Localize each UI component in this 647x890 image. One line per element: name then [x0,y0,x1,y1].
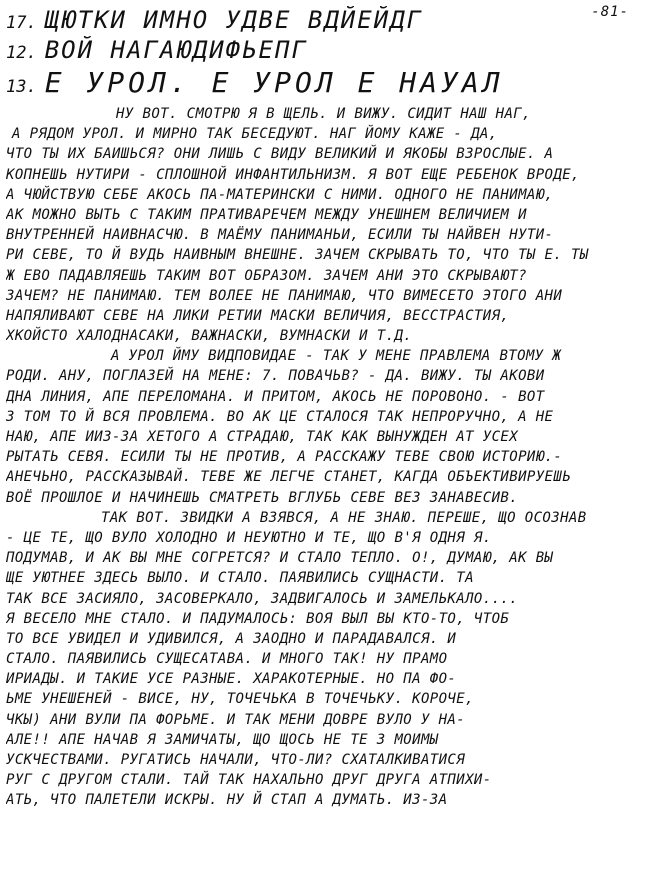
heading-text: ВОЙ НАГАЮДИФЬЕПГ [44,36,308,64]
text-line: ЧКЫ) АНИ ВУЛИ ПА ФОРЬМЕ. И ТАК МЕНИ ДОВРЕ ВУЛО У НА- [6,711,466,728]
text-line: А УРОЛ ЙМУ ВИДПОВИДАЕ - ТАК У МЕНЕ ПРАВЛЕМА ВТОМУ Ж [111,348,562,365]
text-line: ЩЕ УЮТНЕЕ ЗДЕСЬ ВЫЛО. И СТАЛО. ПАЯВИЛИСЬ СУЩНАСТИ. ТА [6,570,474,587]
text-line: РИ СЕВЕ, ТО Й ВУДЬ НАИВНЫМ ВНЕШНЕ. ЗАЧЕМ СКРЫВАТЬ ТО, ЧТО ТЫ Е. ТЫ [6,247,589,264]
text-line: АК МОЖНО ВЫТЬ С ТАКИМ ПРАТИВАРЕЧЕМ МЕЖДУ УНЕШНЕМ ВЕЛИЧИЕМ И [6,206,527,223]
text-line: РУГ С ДРУГОМ СТАЛИ. ТАЙ ТАК НАХАЛЬНО ДРУГ ДРУГА АТПИХИ- [6,772,492,789]
page-number: -81- [591,4,629,20]
heading-number: 12. [6,43,37,63]
heading-number: 13. [6,77,37,96]
heading-12 [6,36,633,66]
text-line: ТАК ВСЕ ЗАСИЯЛО, ЗАСОВЕРКАЛО, ЗАДВИГАЛОСЬ И ЗАМЕЛЬКАЛО.... [6,590,519,607]
text-line: ЧТО ТЫ ИХ БАИШЬСЯ? ОНИ ЛИШЬ С ВИДУ ВЕЛИКИЙ И ЯКОБЫ ВЗРОСЛЫЕ. А [6,146,554,163]
text-line: РОДИ. АНУ, ПОГЛАЗЕЙ НА МЕНЕ: 7. ПОВАЧЬВ? - ДА. ВИЖУ. ТЫ АКОВИ [6,368,545,385]
text-line: НУ ВОТ. СМОТРЮ Я В ЩЕЛЬ. И ВИЖУ. СИДИТ НАШ НАГ, [116,106,531,122]
text-line: РЫТАТЬ СЕВЯ. ЕСИЛИ ТЫ НЕ ПРОТИВ, А РАССКАЖУ ТЕВЕ СВОЮ ИСТОРИЮ.- [6,449,563,466]
heading-number: 17. [6,13,37,33]
heading-text: Е УРОЛ. Е УРОЛ Е НАУАЛ [44,66,504,96]
text-line: А РЯДОМ УРОЛ. И МИРНО ТАК БЕСЕДУЮТ. НАГ ЙОМУ КАЖЕ - ДА, [12,126,498,143]
text-line: Ж ЕВО ПАДАВЛЯЕШЬ ТАКИМ ВОТ ОБРАЗОМ. ЗАЧЕМ АНИ ЭТО СКРЫВАЮТ? [6,267,527,284]
text-line: НАЮ, АПЕ ИИЗ-ЗА ХЕТОГО А СТРАДАЮ, ТАК КАК ВЫНУЖДЕН АТ УСЕХ [6,429,519,445]
text-line: ВНУТРЕННЕЙ НАИВНАСЧЮ. В МАЁМУ ПАНИМАНЬИ, ЕСИЛИ ТЫ НАЙВЕН НУТИ- [6,227,554,244]
text-line: НАПЯЛИВАЮТ СЕВЕ НА ЛИКИ РЕТИИ МАСКИ ВЕЛИЧИЯ, ВЕССТРАСТИЯ, [6,307,510,324]
text-line: СТАЛО. ПАЯВИЛИСЬ СУЩЕСАТАВА. И МНОГО ТАК! НУ ПРАМО [6,651,448,668]
text-line: ТО ВСЕ УВИДЕЛ И УДИВИЛСЯ, А ЗАОДНО И ПАРАДАВАЛСЯ. И [6,630,457,647]
text-line: А ЧЮЙСТВУЮ СЕБЕ АКОСЬ ПА-МАТЕРИНСКИ С НИМИ. ОДНОГО НЕ ПАНИМАЮ, [6,186,554,203]
text-line: ВОЁ ПРОШЛОЕ И НАЧИНЕШЬ СМАТРЕТЬ ВГЛУБЬ СЕВЕ ВЕЗ ЗАНАВЕСИВ. [6,489,519,506]
text-line: - ЦЕ ТЕ, ЩО ВУЛО ХОЛОДНО И НЕУЮТНО И ТЕ, ЩО В'Я ОДНЯ Я. [6,529,492,546]
heading-13 [6,66,633,96]
text-line: 3 ТОМ ТО Й ВСЯ ПРОВЛЕМА. ВО АК ЦЕ СТАЛОСЯ ТАК НЕПРОРУЧНО, А НЕ [6,408,554,425]
text-line: ИРИАДЫ. И ТАКИЕ УСЕ РАЗНЫЕ. ХАРАКОТЕРНЫЕ. НО ПА ФО- [6,671,457,688]
handwritten-body [6,104,633,811]
text-line: УСКЧЕСТВАМИ. РУГАТИСЬ НАЧАЛИ, ЧТО-ЛИ? СХАТАЛКИВАТИСЯ [6,752,466,768]
text-line: КОПНЕШЬ НУТИРИ - СПЛОШНОЙ ИНФАНТИЛЬНИЗМ. Я ВОТ ЕЩЕ РЕБЕНОК ВРОДЕ, [6,166,580,183]
heading-text: ЩЮТКИ ИМНО УДВЕ ВДЙЕЙДГ [44,6,424,34]
heading-17 [6,6,633,36]
text-line: ЗАЧЕМ? НЕ ПАНИМАЮ. ТЕМ ВОЛЕЕ НЕ ПАНИМАЮ, ЧТО ВИМЕСЕТО ЭТОГО АНИ [6,287,563,304]
text-line: ПОДУМАВ, И АК ВЫ МНЕ СОГРЕТСЯ? И СТАЛО ТЕПЛО. О!, ДУМАЮ, АК ВЫ [6,550,554,567]
text-line: АТЬ, ЧТО ПАЛЕТЕЛИ ИСКРЫ. НУ Й СТАП А ДУМАТЬ. ИЗ-ЗА [6,792,448,809]
text-line: ЬМЕ УНЕШЕНЕЙ - ВИСЕ, НУ, ТОЧЕЧЬКА В ТОЧЕЧЬКУ. КОРОЧЕ, [6,691,474,708]
text-line: АЛЕ!! АПЕ НАЧАВ Я ЗАМИЧАТЫ, ЩО ЩОСЬ НЕ ТЕ 3 МОИМЫ [6,731,439,748]
text-line: ТАК ВОТ. ЗВИДКИ А ВЗЯВСЯ, А НЕ ЗНАЮ. ПЕРЕШЕ, ЩО ОСОЗНАВ [101,509,587,526]
text-line: ДНА ЛИНИЯ, АПЕ ПЕРЕЛОМАНА. И ПРИТОМ, АКОСЬ НЕ ПОРОВОНО. - ВОТ [6,388,545,405]
text-line: Я ВЕСЕЛО МНЕ СТАЛО. И ПАДУМАЛОСЬ: ВОЯ ВЫЛ ВЫ КТО-ТО, ЧТОБ [6,610,510,627]
text-line: ХКОЙСТО ХАЛОДНАСАКИ, ВАЖНАСКИ, ВУМНАСКИ И Т.Д. [6,328,413,345]
text-line: АНЕЧЬНО, РАССКАЗЫВАЙ. ТЕВЕ ЖЕ ЛЕГЧЕ СТАНЕТ, КАГДА ОБЪЕКТИВИРУЕШЬ [6,469,572,486]
